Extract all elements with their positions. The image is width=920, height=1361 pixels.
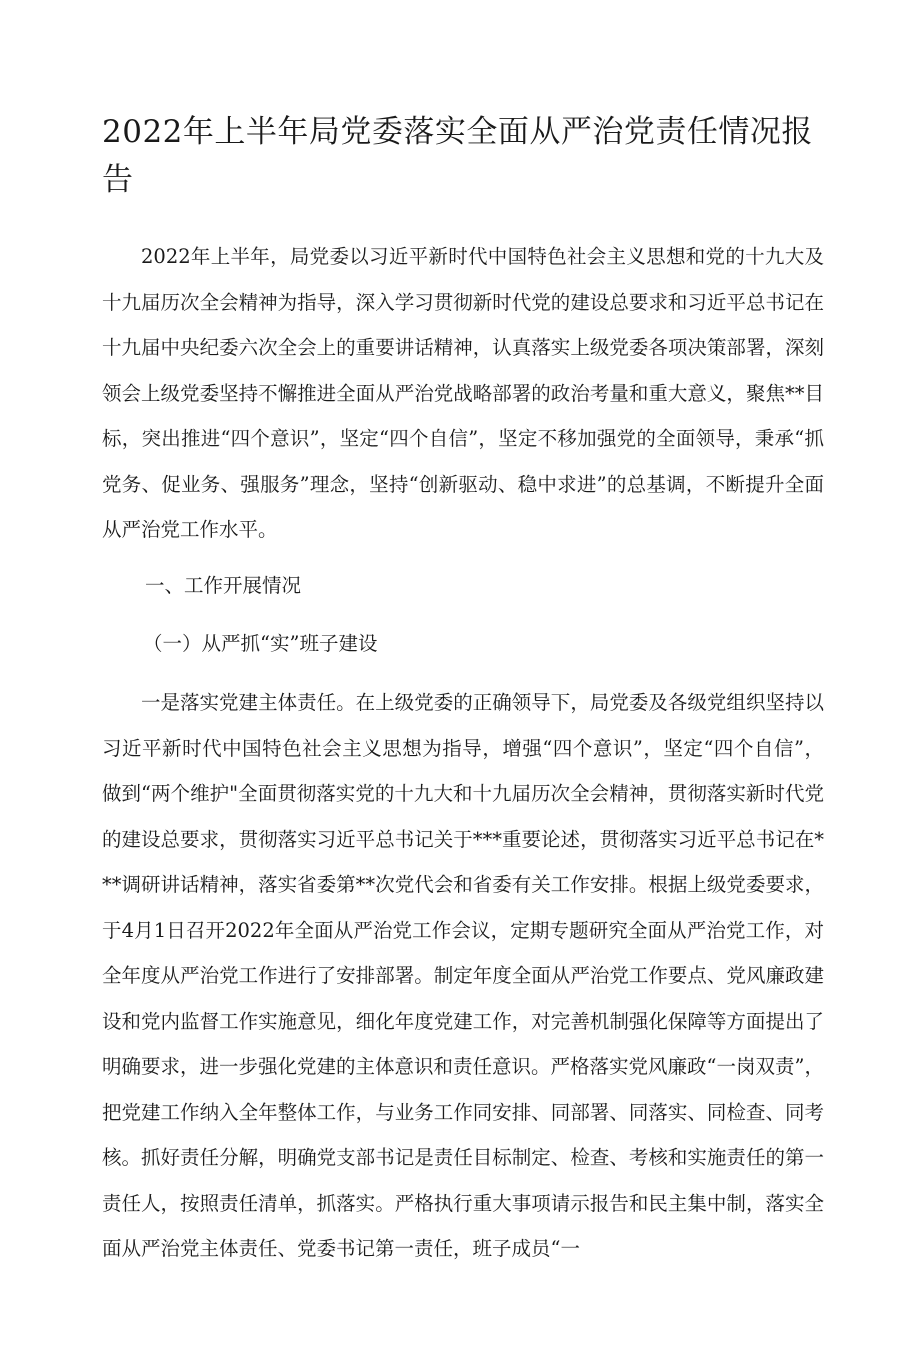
body-paragraph: 一是落实党建主体责任。在上级党委的正确领导下，局党委及各级党组织坚持以习近平新时代中国特色社会主义思想为指导，增强“四个意识”，坚定“四个自信”，做到“两个维护"全面贯彻落实党的十九大和十九届历次全会精神，贯彻落实新时代党的建设总要求，贯彻落实习近平总书记关于***重要论述，贯彻落实习近平总书记在***调研讲话精神，落实省委第**次党代会和省委有关工作安排。根据上级党委要求，于4月1日召开2022年全面从严治党工作会议，定期专题研究全面从严治党工作，对全年度从严治党工作进行了安排部署。制定年度全面从严治党工作要点、党风廉政建设和党内监督工作实施意见，细化年度党建工作，对完善机制强化保障等方面提出了明确要求，进一步强化党建的主体意识和责任意识。严格落实党风廉政“一岗双责”，把党建工作纳入全年整体工作，与业务工作同安排、同部署、同落实、同检查、同考核。抓好责任分解，明确党支部书记是责任目标制定、检查、考核和实施责任的第一责任人，按照责任清单，抓落实。严格执行重大事项请示报告和民主集中制，落实全面从严治党主体责任、党委书记第一责任，班子成员“一 xyxy=(102,691,824,1260)
document-title: 2022年上半年局党委落实全面从严治党责任情况报告 xyxy=(102,114,813,198)
section-heading: 一、工作开展情况 xyxy=(145,574,302,597)
subsection-heading: （一）从严抓“实”班子建设 xyxy=(143,632,378,655)
intro-paragraph: 2022年上半年，局党委以习近平新时代中国特色社会主义思想和党的十九大及十九届历次全会精神为指导，深入学习贯彻新时代党的建设总要求和习近平总书记在十九届中央纪委六次全会上的重要讲话精神，认真落实上级党委各项决策部署，深刻领会上级党委坚持不懈推进全面从严治党战略部署的政治考量和重大意义，聚焦**目标，突出推进“四个意识”，坚定“四个自信”，坚定不移加强党的全面领导，秉承“抓党务、促业务、强服务”理念，坚持“创新驱动、稳中求进”的总基调，不断提升全面从严治党工作水平。 xyxy=(102,245,824,541)
